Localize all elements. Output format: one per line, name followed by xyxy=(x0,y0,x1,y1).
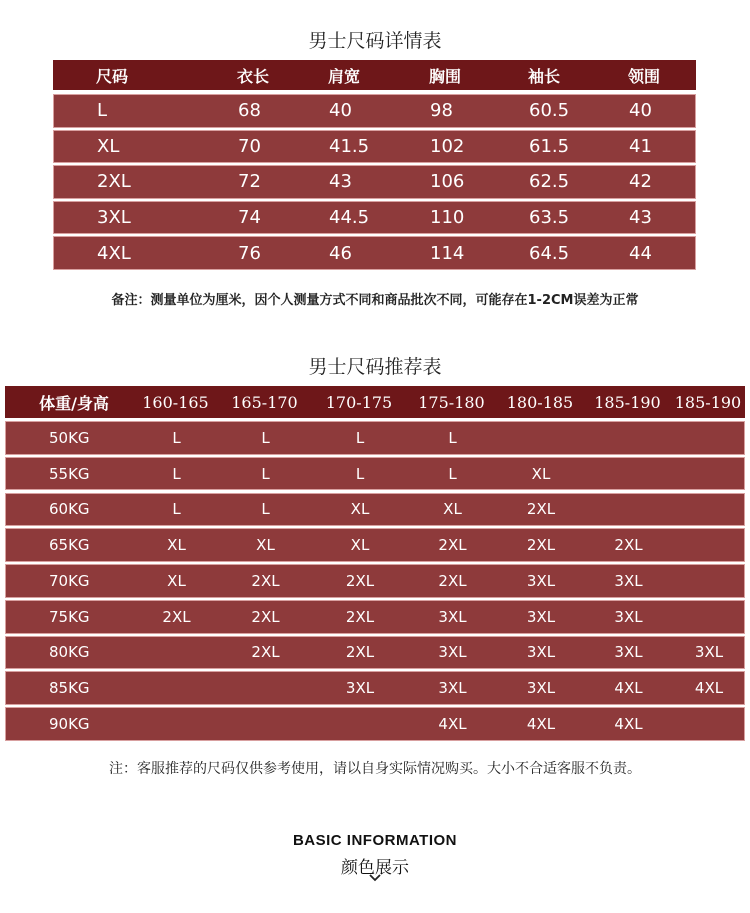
table-cell: XL xyxy=(350,536,370,555)
basic-information-heading: BASIC INFORMATION xyxy=(292,832,458,849)
table-cell: 72 xyxy=(238,171,261,193)
size-detail-table xyxy=(53,60,696,272)
table-cell: 2XL xyxy=(438,571,467,590)
table-cell: 2XL xyxy=(251,643,280,662)
table-cell: 41.5 xyxy=(329,135,370,157)
table-cell: 102 xyxy=(430,135,465,157)
table-cell: 60.5 xyxy=(529,100,570,122)
table-cell: 2XL xyxy=(162,607,191,626)
header-cell: 170-175 xyxy=(325,392,393,412)
table-cell: XL xyxy=(256,536,275,555)
size-recommend-title: 男士尺码推荐表 xyxy=(308,356,442,378)
table-row xyxy=(53,165,696,199)
table-cell: XL xyxy=(167,571,186,590)
table-cell: 2XL xyxy=(614,536,643,555)
table-cell: 42 xyxy=(629,171,652,193)
table-cell: 3XL xyxy=(526,571,556,590)
table-cell: 2XL xyxy=(345,571,375,590)
table-cell: L xyxy=(355,428,365,447)
table-cell: 106 xyxy=(430,171,465,193)
table-cell: 2XL xyxy=(251,607,280,626)
header-cell: 袖长 xyxy=(528,66,561,86)
table-row xyxy=(53,236,696,270)
table-row xyxy=(5,564,745,598)
table-cell: 46 xyxy=(329,242,352,264)
table-row xyxy=(5,707,745,741)
table-cell: 4XL xyxy=(526,715,556,734)
table-cell: 3XL xyxy=(438,607,467,626)
header-cell: 160-165 xyxy=(142,392,209,412)
table-row xyxy=(53,201,696,235)
table-cell: 80KG xyxy=(49,643,90,662)
table-cell: 61.5 xyxy=(529,135,570,157)
header-cell: 尺码 xyxy=(96,66,129,86)
table-row xyxy=(5,528,745,562)
table-cell: L xyxy=(172,464,181,483)
table-cell: 2XL xyxy=(438,536,467,555)
table-cell: 44.5 xyxy=(329,207,370,229)
table-cell: 43 xyxy=(629,207,652,229)
table-cell: 3XL xyxy=(694,643,724,662)
table-cell: 2XL xyxy=(251,571,280,590)
chevron-down-icon xyxy=(366,871,384,885)
table-cell: 4XL xyxy=(614,715,643,734)
table-cell: XL xyxy=(350,500,370,519)
size-recommend-note: 注：客服推荐的尺码仅供参考使用，请以自身实际情况购买。大小不合适客服不负责。 xyxy=(109,761,641,777)
table-cell: 44 xyxy=(629,242,652,264)
table-cell: 3XL xyxy=(614,571,643,590)
header-cell: 衣长 xyxy=(237,66,270,86)
header-cell: 185-190 xyxy=(594,392,661,412)
table-cell: 65KG xyxy=(49,536,90,555)
table-row xyxy=(5,671,745,705)
table-cell: L xyxy=(261,428,270,447)
table-cell: 70KG xyxy=(49,571,90,590)
header-cell: 180-185 xyxy=(506,392,574,412)
size-detail-note: 备注：测量单位为厘米，因个人测量方式不同和商品批次不同，可能存在1-2CM误差为正常 xyxy=(111,293,639,308)
table-cell: 2XL xyxy=(97,171,131,193)
table-cell: 110 xyxy=(430,207,465,229)
size-detail-title: 男士尺码详情表 xyxy=(308,30,442,52)
table-cell: XL xyxy=(531,464,551,483)
header-cell: 165-170 xyxy=(231,392,298,412)
table-cell: 70 xyxy=(238,135,261,157)
table-cell: XL xyxy=(97,135,120,157)
table-cell: XL xyxy=(167,536,186,555)
header-cell: 体重/身高 xyxy=(39,393,109,413)
table-cell: 50KG xyxy=(49,428,90,447)
table-cell: 98 xyxy=(430,100,453,122)
table-cell: 3XL xyxy=(614,607,643,626)
size-recommend-header-row xyxy=(5,386,745,418)
table-cell: 3XL xyxy=(614,643,643,662)
header-cell: 肩宽 xyxy=(328,66,361,86)
table-cell: 2XL xyxy=(526,500,556,519)
table-row xyxy=(53,130,696,164)
table-cell: 3XL xyxy=(345,679,375,698)
header-cell: 175-180 xyxy=(418,392,485,412)
table-cell: 62.5 xyxy=(529,171,570,193)
table-row xyxy=(5,493,745,527)
table-cell: L xyxy=(261,500,270,519)
table-cell: L xyxy=(355,464,365,483)
table-cell: 90KG xyxy=(49,715,90,734)
table-cell: 4XL xyxy=(97,242,131,264)
table-cell: 3XL xyxy=(526,643,556,662)
table-cell: 60KG xyxy=(49,500,90,519)
table-cell: 74 xyxy=(238,207,261,229)
table-cell: 55KG xyxy=(49,464,90,483)
table-cell: 85KG xyxy=(49,679,90,698)
table-cell: 114 xyxy=(430,242,465,264)
table-cell: 2XL xyxy=(345,607,375,626)
table-cell: 4XL xyxy=(438,715,467,734)
table-row xyxy=(5,457,745,491)
table-cell: L xyxy=(172,428,181,447)
table-row xyxy=(53,94,696,128)
table-row xyxy=(5,421,745,455)
table-cell: 4XL xyxy=(694,679,724,698)
table-cell: 68 xyxy=(238,100,261,122)
table-cell: 41 xyxy=(629,135,652,157)
table-cell: L xyxy=(448,464,457,483)
table-cell: L xyxy=(261,464,270,483)
table-cell: 3XL xyxy=(97,207,131,229)
table-row xyxy=(5,636,745,670)
table-cell: 40 xyxy=(329,100,352,122)
table-cell: 3XL xyxy=(526,679,556,698)
header-cell: 胸围 xyxy=(429,66,462,86)
color-display-subheading: 颜色展示 xyxy=(341,858,409,878)
table-cell: 75KG xyxy=(49,607,90,626)
size-detail-header-row xyxy=(53,60,696,90)
table-cell: 64.5 xyxy=(529,242,570,264)
table-cell: 2XL xyxy=(526,536,556,555)
table-cell: 43 xyxy=(329,171,352,193)
table-cell: 3XL xyxy=(438,679,467,698)
table-cell: 4XL xyxy=(614,679,643,698)
table-cell: 3XL xyxy=(438,643,467,662)
table-cell: 63.5 xyxy=(529,207,570,229)
table-cell: 3XL xyxy=(526,607,556,626)
table-row xyxy=(5,600,745,634)
table-cell: L xyxy=(172,500,181,519)
table-cell: 76 xyxy=(238,242,261,264)
table-cell: L xyxy=(448,428,457,447)
size-recommend-table xyxy=(5,386,745,743)
table-cell: L xyxy=(97,100,108,122)
table-cell: 2XL xyxy=(345,643,375,662)
table-cell: 40 xyxy=(629,100,652,122)
header-cell: 领围 xyxy=(628,66,661,86)
header-cell: 185-190 xyxy=(674,392,742,412)
table-cell: XL xyxy=(443,500,462,519)
